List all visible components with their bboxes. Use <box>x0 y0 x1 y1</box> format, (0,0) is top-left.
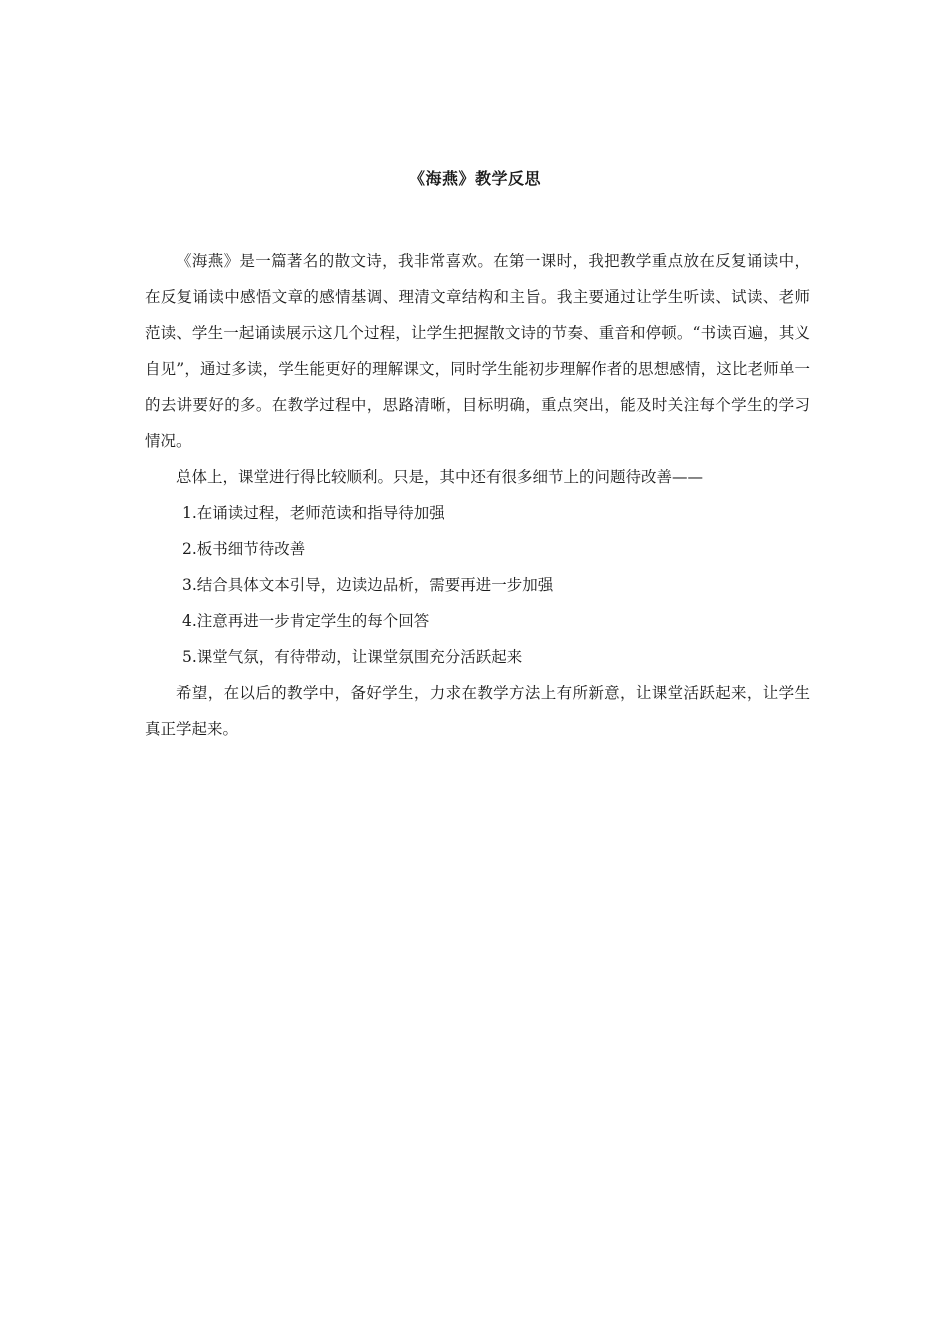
list-item-1: 1.在诵读过程，老师范读和指导待加强 <box>182 504 445 522</box>
list-item-2: 2.板书细节待改善 <box>182 540 306 558</box>
document-title: 《海燕》教学反思 <box>408 169 541 188</box>
paragraph-closing: 希望，在以后的教学中，备好学生，力求在教学方法上有所新意，让课堂活跃起来，让学生真正学起来。 <box>145 684 810 738</box>
paragraph-summary: 总体上，课堂进行得比较顺利。只是，其中还有很多细节上的问题待改善—— <box>176 468 704 486</box>
paragraph-intro: 《海燕》是一篇著名的散文诗，我非常喜欢。在第一课时，我把教学重点放在反复诵读中，在反复诵读中感悟文章的感情基调、理清文章结构和主旨。我主要通过让学生听读、试读、老师范读、学生一起诵读展示这几个过程，让学生把握散文诗的节奏、重音和停顿。“书读百遍，其义自见”，通过多读，学生能更好的理解课文，同时学生能初步理解作者的思想感情，这比老师单一的去讲要好的多。在教学过程中，思路清晰，目标明确，重点突出，能及时关注每个学生的学习情况。 <box>145 252 810 450</box>
document-body <box>145 243 810 747</box>
list-item-5: 5.课堂气氛，有待带动，让课堂氛围充分活跃起来 <box>182 648 523 666</box>
list-item-3: 3.结合具体文本引导，边读边品析，需要再进一步加强 <box>182 576 554 594</box>
list-item-4: 4.注意再进一步肯定学生的每个回答 <box>182 612 430 630</box>
